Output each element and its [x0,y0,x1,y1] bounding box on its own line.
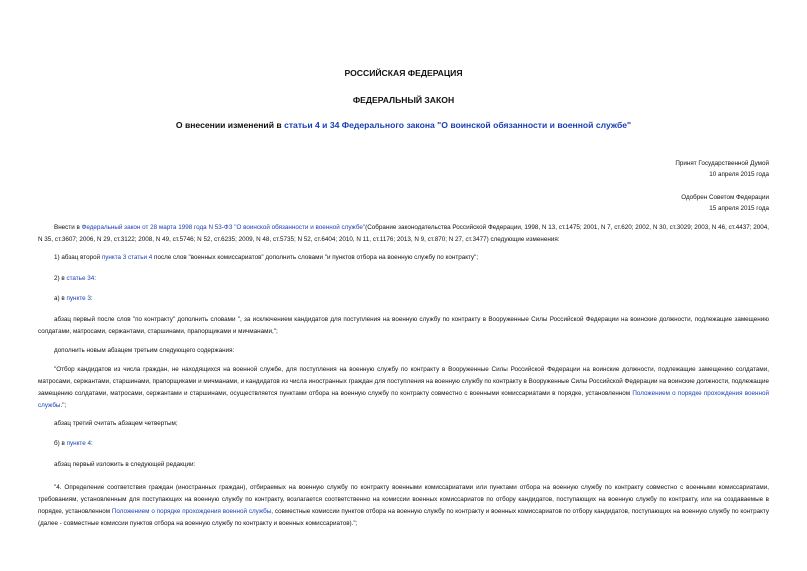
item1-pre: 1) абзац второй [54,254,102,261]
sub-b [54,438,769,450]
paragraph-a1: абзац первый после слов "по контракту" дополнить словами ", за исключением кандидатов для поступления на военную службу по контракту в Вооруженные Силы Российской Федерации на воинские должности, подлежащие замещению солдатами, матросами, сержантами, старшинами, прапорщиками и мичманами,"; [38,316,769,335]
intro-law-link[interactable]: Федеральный закон от 28 марта 1998 года N 53-ФЗ "О воинской обязанности и военной службе" [81,224,366,231]
quote-a [38,364,769,412]
sub-b-post: : [91,440,93,447]
item1-link[interactable]: пункта 3 статьи 4 [101,254,153,261]
sub-a-pre: а) в [54,295,67,302]
sub-b-pre: б) в [54,440,67,447]
law-title-link[interactable]: статьи 4 и 34 Федерального закона "О воинской обязанности и военной службе" [284,120,632,130]
adoption-duma [675,158,769,180]
country-heading: РОССИЙСКАЯ ФЕДЕРАЦИЯ [344,68,463,78]
paragraph-a3: абзац третий считать абзацем четвертым; [54,420,178,427]
item2-link[interactable]: статье 34 [66,275,95,282]
quote-b [38,482,769,530]
law-title [0,120,807,130]
quote-a-pre: "Отбор кандидатов из числа граждан, не находящихся на военной службе, для поступления на военную службу по контракту в Вооруженные Силы Российской Федерации на воинские должности, подлежащие замещению солдатами, матросами, сержантами, старшинами, прапорщиками и мичманами, и кандидатов из числа иностранных граждан для поступления на военную службу по контракту в Вооруженные Силы Российской Федерации на воинские должности, подлежащие замещению солдатами, матросами, сержантами и старшинами, осуществляется пунктами отбора на военную службу по контракту совместно с военными комиссариатами в порядке, установленном [38,366,769,397]
council-line: Одобрен Советом Федерации [681,194,769,201]
law-title-text: О внесении изменений в [175,120,285,130]
quote-b-post: , совместные комиссии пунктов отбора на военную службу по контракту и военных комиссариатов по отбору кандидатов, поступающих на военную службу по контракту (далее - совместные комиссии пунктов отбора на военную службу по контракту и военных комиссариатов)."; [38,508,770,527]
paragraph-b1: абзац первый изложить в следующей редакции: [54,461,196,468]
item-2 [54,273,769,285]
item1-post: после слов "военных комиссариатов" дополнить словами "и пунктов отбора на военную службу по контракту"; [152,254,479,261]
sub-a [54,293,769,305]
duma-line: Принят Государственной Думой [675,160,769,167]
sub-a-post: : [90,295,93,302]
paragraph-a2: дополнить новым абзацем третьим следующего содержания: [54,347,235,354]
duma-date: 10 апреля 2015 года [709,171,769,178]
item-1 [54,252,769,264]
sub-a-link[interactable]: пункте 3 [66,295,91,302]
item2-pre: 2) в [54,275,67,282]
law-type-heading: ФЕДЕРАЛЬНЫЙ ЗАКОН [352,95,455,105]
intro-pre: Внести в [54,224,82,231]
intro-paragraph [38,222,769,246]
quote-b-pre: "4. Определение соответствия граждан (иностранных граждан), отбираемых на военную службу по контракту военными комиссариатами или пунктами отбора на военную службу по контракту совместно с военными комиссариатами, требованиям, установленным для поступающих на военную службу по контракту, возлагается соответственно на комиссии военных комиссариатов по отбору кандидатов, поступающих на военную службу по контракту, или на создаваемые в порядке, установленном [38,484,769,515]
quote-b-link[interactable]: Положением о порядке прохождения военной службы [111,508,272,515]
quote-a-post: ."; [60,402,67,409]
intro-post: (Собрание законодательства Российской Федерации, 1998, N 13, ст.1475; 2001, N 7, ст.620; 2002, N 30, ст.3029; 2003, N 46, ст.4437; 2004, N 35, ст.3607; 2006, N 29, ст.3122; 2008, N 49, ст.5746; N 52, ст.6235; 2009, N 48, ст.5735; N 52, ст.6404; 2010, N 11, ст.1176; 2013, N 9, ст.870; N 27, ст.3477) следующие изменения: [38,224,769,243]
item2-post: : [94,275,96,282]
quote-a-link[interactable]: Положением о порядке прохождения военной службы [38,390,770,409]
adoption-council [681,192,769,214]
sub-b-link[interactable]: пункте 4 [66,440,91,447]
council-date: 15 апреля 2015 года [709,205,769,212]
